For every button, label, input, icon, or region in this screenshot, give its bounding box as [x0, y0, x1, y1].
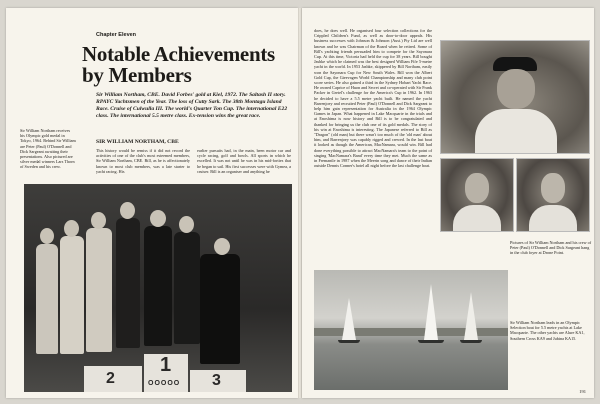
- section-heading: SIR WILLIAM NORTHAM, CBE: [96, 139, 179, 145]
- olympic-rings: OOOOO: [148, 380, 181, 387]
- portrait-face: [465, 173, 489, 203]
- body-column-3: does, he does well. He organised four selection collections for the Crippled Children's Fund, as well as door-to-door appeals. His business successes with Johnson & Johnson (Aust.) Pty Ltd are well known and he was Chairman of the Board when he retired. Some of Bill's yachting friends persuaded him to compete for the Sayonara Cup. At this time, Victoria had held the cup for 38 years. Bill bought Jasbke which he claimed was the best designed William Fife 5-metre yacht in the world. In 1953 Jasbke, skippered by Bill Northam, easily won the Sayonara Cup for New South Wales. Bill won the Albert Gold Cup, the Gieevagen World Championship and many club point score series. He also gained a third in the Sydney Hobart Yacht Race. He owned Caprice of Huon and Secret and co-operated with Sir Frank Packer in Gretel's challenge for the America's Cup in 1962. In 1963 he decided to have a 5.5 metre yacht built. He named the yacht Barrenjoey and recruited Peter (Paul) O'Donnell and Dick Sargeant to help him gain representation for Australia in the 1964 Olympic Games in Japan. What happened in Lake Macquarie in the trials and at Enoshima is now history and Bill is to be congratulated and thanked for bringing us the club one of its gold medals. The story of his win at Enoshima is interesting. The Japanese referred to Bill as "Dragon" (old man) but there wasn't too much of the 'old man' about him, and Barrenjoey was capably rigged and crewed. In the last boat it looked as though the American, MacNamara, would win. Bill had done everything possible to attract MacNamara's team to the point of singing 'MacNamara's Band' every time they met. Much the same as in Fremantle in 1987 when the Meerin song and dance of their Indian outside Dennis Conner's hotel all night before the last challenge boat.: [314, 28, 432, 169]
- athlete-figure: [36, 244, 58, 354]
- official-figure: [200, 254, 240, 364]
- body-column-1: This history would be remiss if it did not record the activities of one of the club's most esteemed members, Sir William Northam, CBE. Bill, as he is affectionately known to most club members, was a late starter to yacht racing. His: [96, 148, 190, 174]
- athlete-figure: [116, 218, 140, 348]
- portrait-face: [541, 173, 565, 203]
- portrait-sir-william: [440, 40, 590, 154]
- athlete-figure: [174, 232, 200, 344]
- official-head: [214, 238, 230, 255]
- title-line-2: by Members: [82, 63, 192, 87]
- photo-caption-ceremony: Sir William Northam receives his Olympic gold medal in Tokyo, 1964. Behind Sir William are Peter (Paul) O'Donnell and Dick Sargeant awaiting their presentations. Also pictured are silver medal winners Lars Thorn of Sweden and his crew.: [20, 128, 76, 170]
- athlete-head: [64, 220, 79, 237]
- right-page: [302, 8, 594, 398]
- portrait-shirt: [475, 109, 557, 153]
- photo-caption-sailing: Sir William Northam leads in an Olympic Selection boat for 5.5 metre yachts at Lake Macquarie. The other yachts are Alure KA1, Southern Cross KA9 and Jubina KA15.: [510, 320, 585, 341]
- portrait-crew-odonnell: [440, 158, 514, 232]
- athlete-head: [120, 202, 135, 219]
- page-number: 191: [579, 389, 586, 394]
- podium-number-3: 3: [212, 372, 221, 389]
- yacht-sail: [342, 298, 356, 340]
- athlete-figure: [86, 228, 112, 352]
- photo-caption-portraits: Pictures of Sir William Northam and his crew of Peter (Paul) O'Donnell and Dick Sargeant hang in the club foyer at Drone Point.: [510, 240, 592, 256]
- medal-ceremony-photo: [24, 184, 292, 392]
- athlete-head: [91, 212, 106, 229]
- yacht-sail: [424, 284, 438, 340]
- body-column-2: earlier pursuits had, in the main, been motor car and cycle racing, golf and bowls. All sports in which he excelled. It was not until he was in his mid-forties that he began to sail. His first successes were with Gymea, a cruiser. Bill is an organiser and anything he: [197, 148, 291, 174]
- yacht-hull: [418, 340, 444, 343]
- standfirst: Sir William Northam, CBE. David Forbes' gold at Kiel, 1972. The Saltash II story. RPAYC Yachtsmen of the Year. The loss of Cutty Sark. The 38th Montagu Island Race. Cruise of Culwulla III. The world's Quarter Ton Cup. The international E22 class. The international 5.5 metre class. Ex-tension wins the great race.: [96, 92, 288, 119]
- podium-number-1: 1: [160, 354, 172, 376]
- yacht-sail: [464, 292, 478, 340]
- portrait-crew-sargeant: [516, 158, 590, 232]
- yacht-hull: [338, 340, 360, 343]
- athlete-figure: [144, 226, 172, 346]
- yacht-hull: [460, 340, 482, 343]
- left-page: [6, 8, 298, 398]
- page-title: [82, 44, 292, 86]
- athlete-head: [150, 210, 166, 227]
- chapter-label: Chapter Eleven: [96, 32, 137, 38]
- athlete-figure: [60, 236, 84, 354]
- portrait-shirt: [529, 205, 577, 231]
- sailing-photo: [314, 270, 508, 390]
- athlete-head: [40, 228, 54, 244]
- portrait-shirt: [453, 205, 501, 231]
- podium-number-2: 2: [106, 370, 115, 387]
- athlete-head: [179, 216, 194, 233]
- title-line-1: Notable Achievements: [82, 42, 275, 66]
- portrait-face: [497, 69, 535, 109]
